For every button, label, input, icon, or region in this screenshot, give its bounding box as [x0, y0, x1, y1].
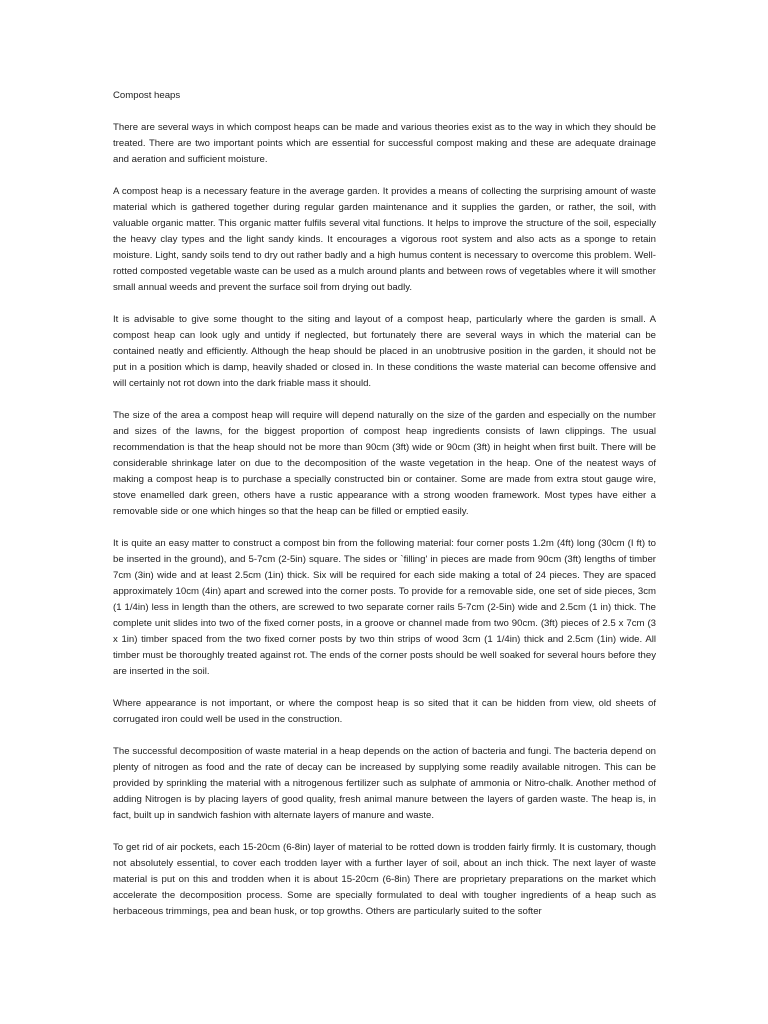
- paragraph-4: The size of the area a compost heap will require will depend naturally on the size of the garden and especially on the number and sizes of the lawns, for the biggest proportion of compost heap ingredients consists of lawn clippings. The usual recommendation is that the heap should not be more than 90cm (3ft) wide or 90cm (3ft) in height when first built. There will be considerable shrinkage later on due to the decomposition of the waste vegetation in the heap. One of the neatest ways of making a compost heap is to purchase a specially constructed bin or container. Some are made from extra stout gauge wire, stove enamelled dark green, others have a rustic appearance with a strong wooden framework. Most types have either a removable side or one which hinges so that the heap can be filled or emptied easily.: [113, 410, 656, 517]
- paragraph-1: There are several ways in which compost heaps can be made and various theories exist as to the way in which they should be treated. There are two important points which are essential for successful compost making and these are adequate drainage and aeration and sufficient moisture.: [113, 122, 656, 165]
- document-title: Compost heaps: [113, 90, 181, 101]
- paragraph-6: Where appearance is not important, or where the compost heap is so sited that it can be hidden from view, old sheets of corrugated iron could well be used in the construction.: [113, 698, 656, 725]
- paragraph-5: It is quite an easy matter to construct a compost bin from the following material: four corner posts 1.2m (4ft) long (30cm (I ft) to be inserted in the ground), and 5-7cm (2-5in) square. The sides or `filling' in pieces are made from 90cm (3ft) lengths of timber 7cm (3in) wide and at least 2.5cm (1in) thick. Six will be required for each side making a total of 24 pieces. They are spaced approximately 10cm (4in) apart and screwed into the corner posts. To provide for a removable side, one set of side pieces, 3cm (1 1/4in) less in length than the others, are screwed to two separate corner rails 5-7cm (2-5in) wide and 2.5cm (1 in) thick. The complete unit slides into two of the fixed corner posts, in a groove or channel made from two 90cm. (3ft) pieces of 2.5 x 7cm (3 x 1in) timber spaced from the two fixed corner posts by two thin strips of wood 3cm (1 1/4in) thick and 2.5cm (1in) wide. All timber must be thoroughly treated against rot. The ends of the corner posts should be well soaked for several hours before they are inserted in the soil.: [113, 538, 656, 677]
- paragraph-7: The successful decomposition of waste material in a heap depends on the action of bacteria and fungi. The bacteria depend on plenty of nitrogen as food and the rate of decay can be increased by supplying some readily available nitrogen. This can be provided by sprinkling the material with a nitrogenous fertilizer such as sulphate of ammonia or Nitro-chalk. Another method of adding Nitrogen is by placing layers of good quality, fresh animal manure between the layers of garden waste. The heap is, in fact, built up in sandwich fashion with alternate layers of manure and waste.: [113, 746, 656, 821]
- paragraph-2: A compost heap is a necessary feature in the average garden. It provides a means of collecting the surprising amount of waste material which is gathered together during regular garden maintenance and it supplies the garden, or rather, the soil, with valuable organic matter. This organic matter fulfils several vital functions. It helps to improve the structure of the soil, especially the heavy clay types and the light sandy kinds. It encourages a vigorous root system and also acts as a sponge to retain moisture. Light, sandy soils tend to dry out rather badly and a high humus content is necessary to overcome this problem. Well-rotted composted vegetable waste can be used as a mulch around plants and between rows of vegetables where it will smother small annual weeds and prevent the surface soil from drying out badly.: [113, 186, 656, 293]
- paragraph-3: It is advisable to give some thought to the siting and layout of a compost heap, particularly where the garden is small. A compost heap can look ugly and untidy if neglected, but fortunately there are several ways in which the material can be contained neatly and efficiently. Although the heap should be placed in an unobtrusive position in the garden, it should not be put in a position which is damp, heavily shaded or closed in. In these conditions the waste material can become offensive and will certainly not rot down into the dark friable mass it should.: [113, 314, 656, 389]
- document-page: [113, 88, 656, 936]
- paragraph-8: To get rid of air pockets, each 15-20cm (6-8in) layer of material to be rotted down is trodden fairly firmly. It is customary, though not absolutely essential, to cover each trodden layer with a further layer of soil, about an inch thick. The next layer of waste material is put on this and trodden when it is about 15-20cm (6-8in) There are proprietary preparations on the market which accelerate the decomposition process. Some are specially formulated to deal with tougher ingredients of a heap such as herbaceous trimmings, pea and bean husk, or top growths. Others are particularly suited to the softer: [113, 842, 656, 917]
